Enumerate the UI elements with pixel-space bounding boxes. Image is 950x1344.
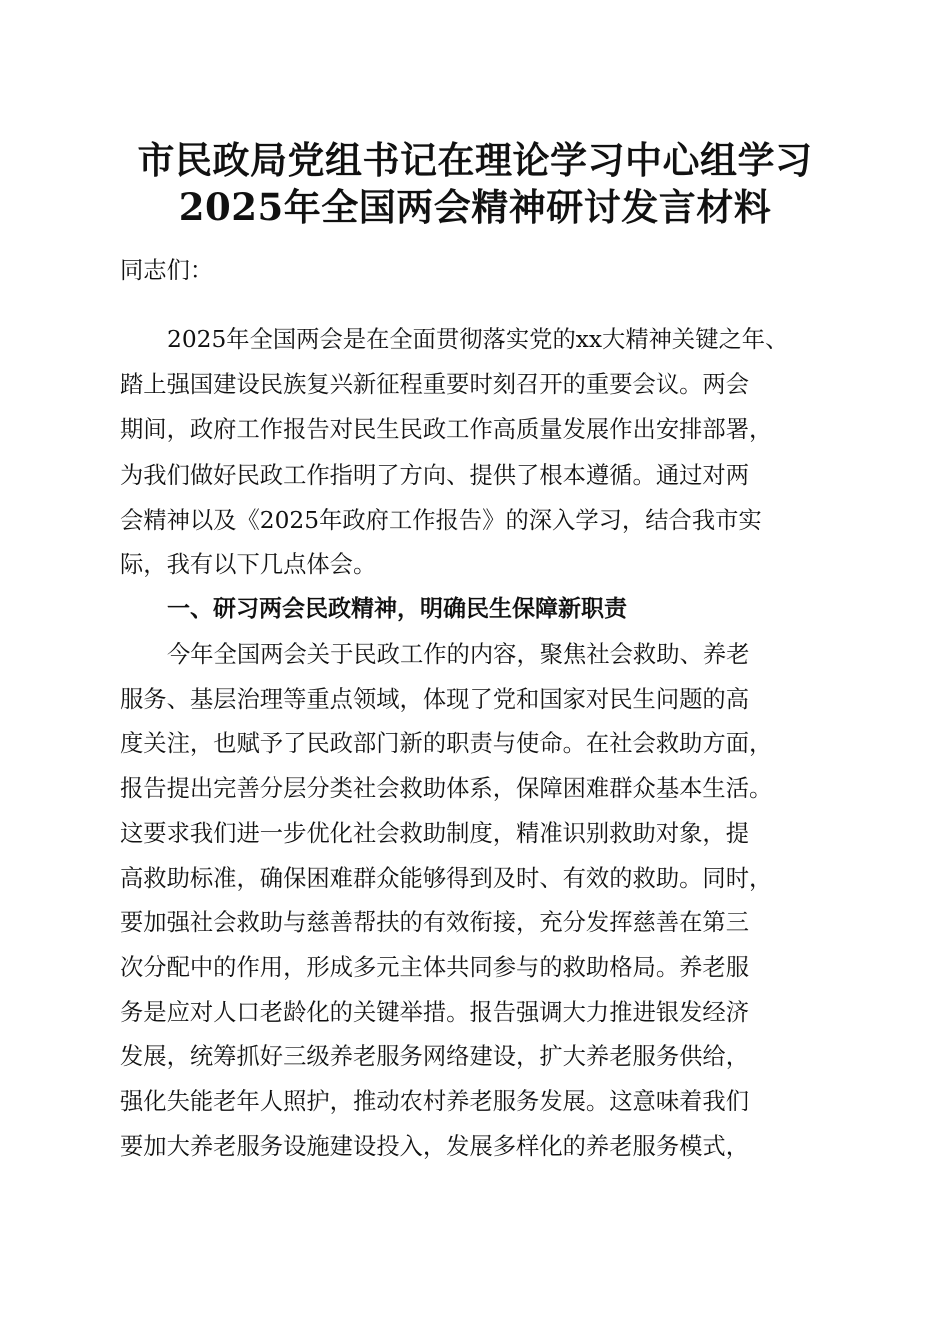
section-line: 发展，统筹抓好三级养老服务网络建设，扩大养老服务供给， [120,1043,750,1070]
intro-line: 会精神以及《2025年政府工作报告》的深入学习，结合我市实 [120,507,762,534]
section-line: 次分配中的作用，形成多元主体共同参与的救助格局。养老服 [120,954,750,981]
section-line: 强化失能老年人照护，推动农村养老服务发展。这意味着我们 [120,1088,750,1115]
document-title-line-2: 2025年全国两会精神研讨发言材料 [178,185,772,229]
section-heading: 一、研习两会民政精神，明确民生保障新职责 [167,596,627,622]
intro-line: 期间，政府工作报告对民生民政工作高质量发展作出安排部署， [120,416,773,443]
section-line: 今年全国两会关于民政工作的内容，聚焦社会救助、养老 [167,641,750,668]
section-line: 报告提出完善分层分类社会救助体系，保障困难群众基本生活。 [120,775,773,802]
intro-line: 踏上强国建设民族复兴新征程重要时刻召开的重要会议。两会 [120,371,750,398]
section-line: 这要求我们进一步优化社会救助制度，精准识别救助对象，提 [120,820,750,847]
section-line: 要加大养老服务设施建设投入，发展多样化的养老服务模式， [120,1133,750,1160]
intro-line: 2025年全国两会是在全面贯彻落实党的xx大精神关键之年、 [167,326,789,353]
section-line: 高救助标准，确保困难群众能够得到及时、有效的救助。同时， [120,865,773,892]
document-title-line-1: 市民政局党组书记在理论学习中心组学习 [137,138,813,182]
section-line: 度关注，也赋予了民政部门新的职责与使命。在社会救助方面， [120,730,773,757]
section-line: 务是应对人口老龄化的关键举措。报告强调大力推进银发经济 [120,999,750,1026]
section-line: 要加强社会救助与慈善帮扶的有效衔接，充分发挥慈善在第三 [120,909,750,936]
intro-line: 为我们做好民政工作指明了方向、提供了根本遵循。通过对两 [120,462,750,489]
section-line: 服务、基层治理等重点领域，体现了党和国家对民生问题的高 [120,686,750,713]
intro-line: 际，我有以下几点体会。 [120,551,377,578]
salutation: 同志们： [120,257,214,284]
